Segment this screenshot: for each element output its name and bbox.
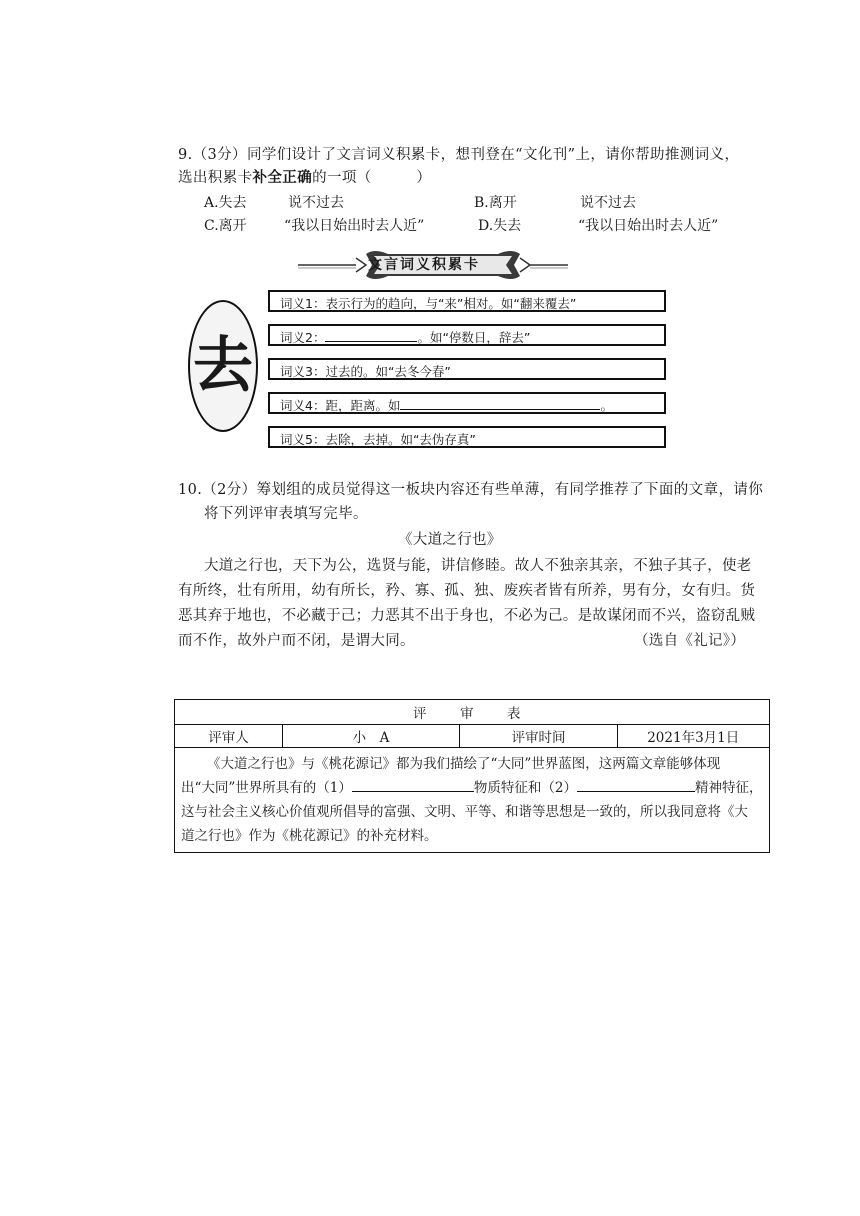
card-meaning-3	[268, 358, 666, 380]
seal-character: 去	[193, 331, 253, 401]
q9-option-b-letter[interactable]: B.离开	[474, 195, 517, 211]
q9-stem-prefix: 选出积累卡	[178, 170, 253, 186]
q9-stem-emphasis: 补全正确	[252, 169, 313, 186]
q10-stem-line1: 10.（2分）筹划组的成员觉得这一板块内容还有些单薄，有同学推荐了下面的文章，请你	[178, 482, 764, 498]
q9-option-c-text: “我以日始出时去人近”	[284, 218, 425, 234]
card-meaning-4	[268, 392, 666, 414]
q9-option-a-letter[interactable]: A.失去	[204, 195, 247, 211]
reviewer-label: 评审人	[175, 725, 283, 748]
review-table	[174, 699, 770, 853]
answer-blank-1[interactable]	[352, 791, 474, 792]
review-time-label: 评审时间	[460, 725, 618, 748]
review-body-line1: 《大道之行也》与《桃花源记》都为我们描绘了“大同”世界蓝图，这两篇文章能够体现	[207, 756, 721, 772]
card-2-prefix: 词义2：	[280, 330, 326, 345]
card-5-text: 词义5：去除，去掉。如“去伪存真”	[280, 432, 476, 447]
q9-option-b-text: 说不过去	[580, 195, 636, 211]
review-body-line2	[181, 776, 763, 800]
review-body-line4: 道之行也》作为《桃花源记》的补充材料。	[181, 828, 438, 844]
review-table-title: 评 审 表	[175, 700, 770, 725]
passage-title: 《大道之行也》	[398, 532, 502, 548]
passage-line-2: 有所终，壮有所用，幼有所长，矜、寡、孤、独、废疾者皆有所养，男有分，女有归。货	[178, 583, 756, 599]
card-2-blank[interactable]	[325, 341, 417, 342]
q9-stem-suffix: 的一项（ ）	[312, 170, 432, 186]
card-meaning-1	[268, 290, 666, 312]
review-body	[175, 748, 770, 853]
card-1-text: 词义1：表示行为的趋向，与“来”相对。如“翻来覆去”	[280, 296, 577, 311]
passage-line-4: 而不作，故外户而不闭，是谓大同。	[178, 633, 415, 649]
review-body-line2-b: 物质特征和（2）	[473, 780, 577, 796]
card-meaning-2	[268, 324, 666, 346]
card-3-text: 词义3：过去的。如“去冬今春”	[280, 364, 451, 379]
passage-line-3: 恶其弃于地也，不必藏于己；力恶其不出于身也，不必为己。是故谋闭而不兴，盗窃乱贼	[178, 608, 756, 624]
q9-option-d-letter[interactable]: D.失去	[478, 218, 522, 234]
review-body-line2-a: 出“大同”世界所具有的（1）	[181, 780, 352, 796]
card-4-prefix: 词义4：距，距离。如	[280, 398, 401, 413]
q9-option-d-text: “我以日始出时去人近”	[578, 218, 719, 234]
banner-title: 文言词义积累卡	[368, 257, 480, 273]
card-4-suffix: 。	[600, 398, 613, 413]
review-body-line3: 这与社会主义核心价值观所倡导的富强、文明、平等、和谐等思想是一致的，所以我同意将《大	[181, 804, 748, 820]
review-body-line2-c: 精神特征，	[695, 780, 763, 796]
review-time-value: 2021年3月1日	[618, 725, 770, 748]
q9-option-c-letter[interactable]: C.离开	[204, 218, 247, 234]
passage-source: （选自《礼记》）	[634, 633, 746, 649]
card-meaning-5	[268, 426, 666, 448]
q10-stem-line2: 将下列评审表填写完毕。	[204, 506, 368, 522]
answer-blank-2[interactable]	[577, 791, 695, 792]
card-4-blank[interactable]	[400, 409, 600, 410]
q9-option-a-text: 说不过去	[288, 195, 344, 211]
passage-line-1: 大道之行也，天下为公，选贤与能，讲信修睦。故人不独亲其亲，不独子其子，使老	[204, 558, 752, 574]
card-2-suffix: 。如“停数日，辞去”	[417, 330, 531, 345]
reviewer-value: 小 A	[283, 725, 460, 748]
q9-stem-line2	[178, 166, 431, 187]
q9-stem-line1: 9.（3分）同学们设计了文言词义积累卡，想刊登在“文化刊”上，请你帮助推测词义，	[178, 147, 740, 163]
